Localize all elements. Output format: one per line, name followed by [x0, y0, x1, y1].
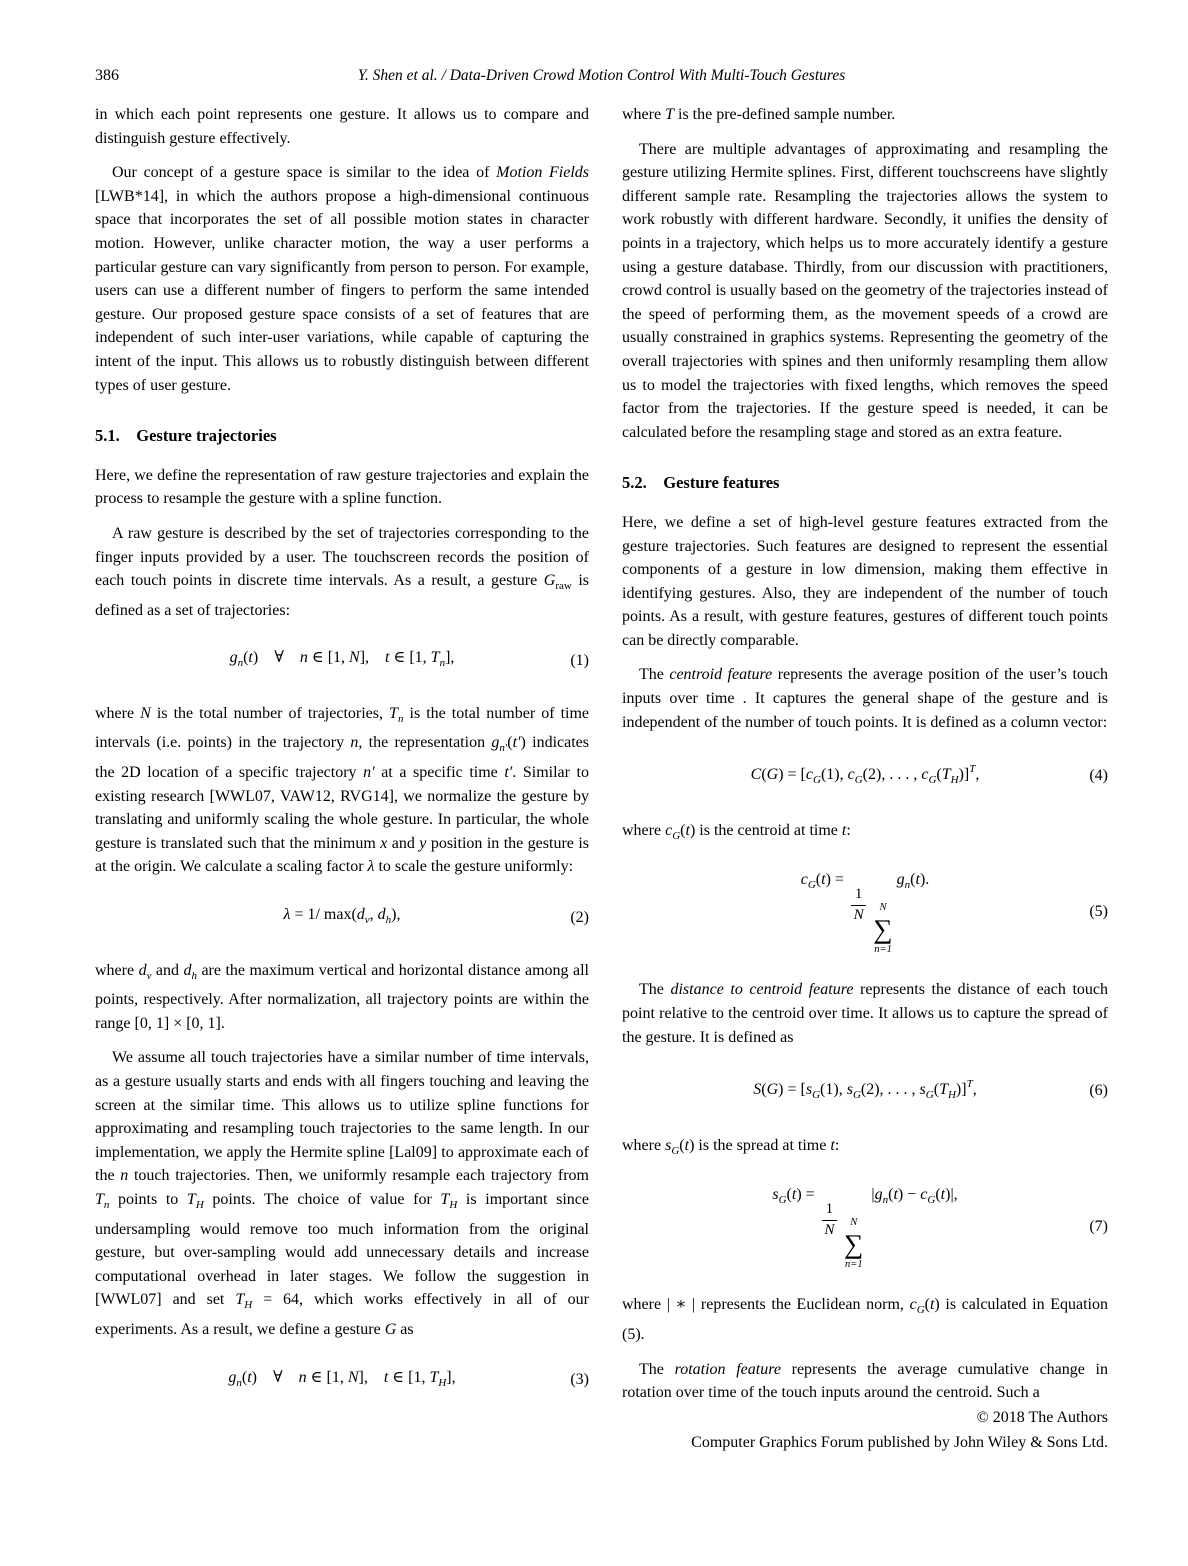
paragraph: where T is the pre-defined sample number.	[622, 106, 896, 123]
copyright-footer	[691, 1405, 1108, 1455]
equation-number: (5)	[1089, 903, 1108, 921]
paragraph: Here, we define a set of high-level gesture features extracted from the gesture trajectories. Such features are designed to represent the essential components of a gesture in low dimension, making them effective in identifying gestures. Also, they are independent of the number of touch points. As a result, with gesture features, gestures of different touch points can be directly comparable.	[622, 513, 1108, 649]
right-column	[622, 103, 1108, 1416]
section-heading-5-1: 5.1. Gesture trajectories	[95, 426, 277, 446]
equation-body: $g_n(t)$ ∀ n ∈ [1, N], t ∈ [1, $T_n$],	[229, 649, 455, 670]
paragraph: in which each point represents one gesture. It allows us to compare and distinguish gesture effectively.	[95, 106, 589, 147]
equation-4	[622, 758, 1108, 793]
equation-2	[95, 903, 589, 933]
equation-body: λ = 1/ $\max(d_v$, $d_h$),	[283, 906, 401, 927]
left-column	[95, 103, 589, 1421]
running-head	[95, 64, 1108, 88]
equation-number: (4)	[1089, 766, 1108, 784]
equation-number: (1)	[570, 652, 589, 670]
equation-5	[622, 868, 1108, 956]
paragraph: The centroid feature represents the average position of the user’s touch inputs over time . It captures the general shape of the gesture and is independent of the number of touch points. It is defined as a column vector:	[622, 666, 1109, 731]
equation-number: (7)	[1089, 1218, 1108, 1236]
paragraph: where $s_G(t)$ is the spread at time t:	[622, 1136, 840, 1157]
equation-body: $g_n(t)$ ∀ n ∈ [1, N], t ∈ [1, $T_H$],	[228, 1368, 456, 1389]
equation-7	[622, 1183, 1108, 1271]
running-title: Y. Shen et al. / Data-Driven Crowd Motion Control With Multi-Touch Gestures	[357, 67, 846, 84]
paragraph: where N is the total number of trajectories, $T_n$ is the total number of time intervals (i.e. points) in the trajectory n, the representation $g_{n'}(t')$ indicates the 2D location of a specific trajectory n′ at a specific time t′. Similar to existing research [WWL07, VAW12, RVG14], we normalize the gesture by translating and uniformly scaling the whole gesture. In particular, the whole gesture is translated such that the minimum x and y position in the gesture is at the origin. We calculate a scaling factor λ to scale the gesture uniformly:	[95, 704, 590, 876]
section-heading-5-2: 5.2. Gesture features	[622, 473, 780, 493]
equation-1	[95, 646, 589, 676]
equation-number: (6)	[1089, 1081, 1108, 1099]
equation-number: (2)	[570, 909, 589, 927]
paragraph: The distance to centroid feature represents the distance of each touch point relative to the centroid over time. It allows us to capture the spread of the gesture. It is defined as	[622, 981, 1109, 1046]
copyright-line-2: Computer Graphics Forum published by John Wiley & Sons Ltd.	[691, 1434, 1108, 1451]
equation-3	[95, 1366, 589, 1396]
paragraph: There are multiple advantages of approximating and resampling the gesture utilizing Hermite splines. First, different touchscreens have slightly different sample rate. Resampling the trajectories allows the system to work robustly with different hardware. Secondly, it unifies the density of points in a trajectory, which helps us to more accurately identify a gesture using a gesture database. Thirdly, from our discussion with practitioners, crowd control is usually based on the geometry of the trajectories instead of the speed of performing them, as the movement speeds of a crowd are usually constrained in graphics systems. Representing the geometry of the overall trajectories with spines and then uniformly resampling them allow us to model the trajectories with fixed lengths, which removes the speed factor from the trajectories. If the gesture speed is needed, it can be calculated before the resampling stage and stored as an extra feature.	[622, 140, 1108, 441]
paragraph: The rotation feature represents the average cumulative change in rotation over time of the touch inputs around the centroid. Such a	[622, 1360, 1108, 1402]
paragraph: where $d_v$ and $d_h$ are the maximum vertical and horizontal distance among all points, respectively. After normalization, all trajectory points are within the range [0, 1] × [0, 1].	[95, 961, 590, 1032]
paragraph: A raw gesture is described by the set of trajectories corresponding to the finger inputs provided by a user. The touchscreen records the position of each touch points in discrete time intervals. As a result, a gesture $G_{raw}$ is defined as a set of trajectories:	[95, 524, 590, 619]
equation-body: $c_G(t)$ = $\frac{1}{N}$ N ∑ n=1 $g_n(t)$.	[800, 871, 930, 956]
copyright-line-1: © 2018 The Authors	[976, 1409, 1108, 1426]
paragraph: We assume all touch trajectories have a similar number of time intervals, as a gesture usually starts and ends with all fingers touching and leaving the screen at the similar time. This allows us to utilize spline functions for approximating and resampling touch trajectories to the same length. In our implementation, we apply the Hermite spline [Lal09] to approximate each of the n touch trajectories. Then, we uniformly resample each trajectory from $T_n$ points to $T_H$ points. The choice of value for $T_H$ is important since undersampling would remove too much information from the original gesture, but over-sampling would add unnecessary details and increase computational overhead in later stages. We follow the suggestion in [WWL07] and set $T_H = 64$, which works effectively in all of our experiments. As a result, we define a gesture G as	[95, 1049, 590, 1338]
page-number: 386	[95, 67, 119, 84]
equation-body: $S(G) = [s_G(1)$, $s_G(2)$, . . . , $s_G(T_H)]^T$,	[753, 1078, 977, 1102]
equation-6	[622, 1073, 1108, 1108]
equation-body: $s_G(t)$ = $\frac{1}{N}$ N ∑ n=1 $|g_n(t) - c_G(t)|$,	[772, 1186, 958, 1271]
equation-body: $C(G) = [c_G(1)$, $c_G(2)$, . . . , $c_G(T_H)]^T$,	[750, 763, 980, 787]
equation-number: (3)	[570, 1371, 589, 1389]
paragraph: where | ∗ | represents the Euclidean norm, $c_G(t)$ is calculated in Equation (5).	[622, 1296, 1109, 1343]
paragraph: Here, we define the representation of raw gesture trajectories and explain the process to resample the gesture with a spline function.	[95, 466, 589, 508]
paragraph: Our concept of a gesture space is similar to the idea of Motion Fields [LWB*14], in which the authors propose a high-dimensional continuous space that incorporates the set of all possible motion states in character motion. However, unlike character motion, the way a user performs a particular gesture can vary significantly from person to person. For example, users can use a different number of fingers to perform the same intended gesture. Our proposed gesture space consists of a set of features that are independent of such inter-user variations, while capable of capturing the intent of the input. This allows us to robustly distinguish between different types of user gesture.	[95, 164, 590, 394]
paragraph: where $c_G(t)$ is the centroid at time t:	[622, 821, 851, 842]
